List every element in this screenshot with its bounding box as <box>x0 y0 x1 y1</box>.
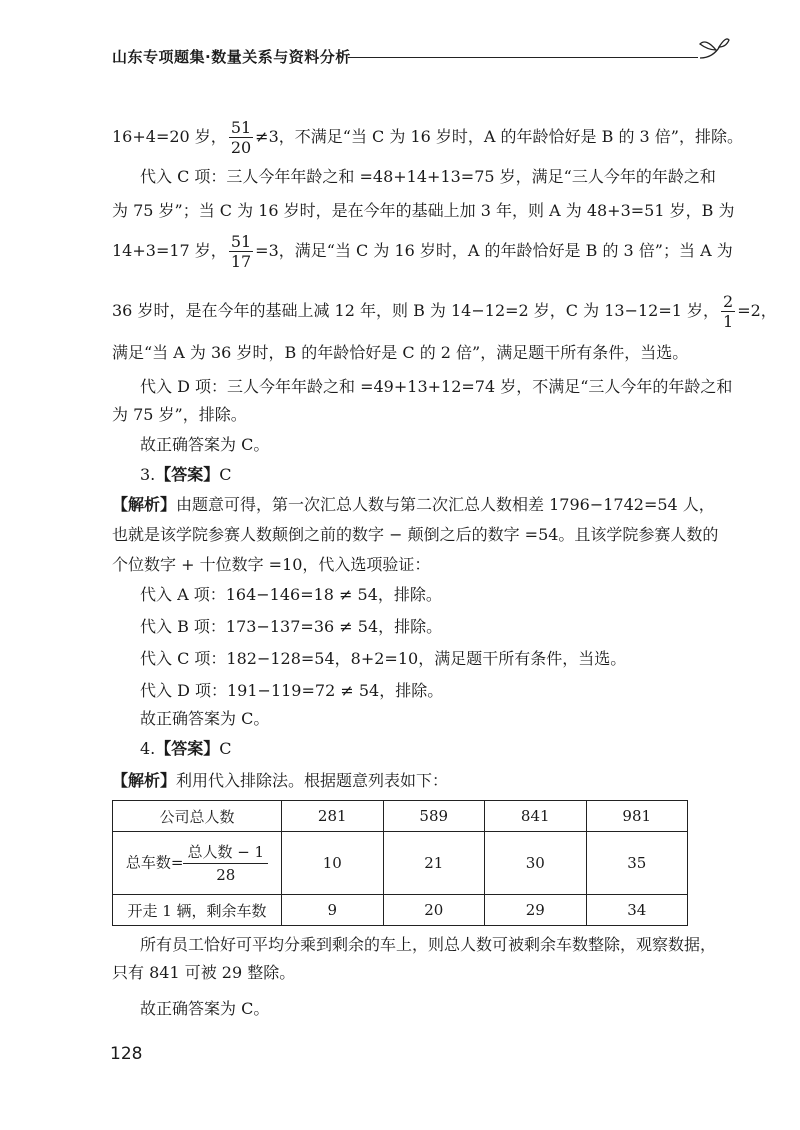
header-title: 山东专项题集·数量关系与资料分析 <box>112 48 351 66</box>
table-cell: 34 <box>586 895 688 926</box>
table-cell: 9 <box>282 895 384 926</box>
table-cell: 281 <box>282 801 384 832</box>
text-line: 16+4=20 岁， $\frac{51}{20}$ ≠3，不满足“当 C 为 16 岁时，A 的年龄恰好是 B 的 3 倍”，排除。 <box>112 118 743 157</box>
text-line: 【解析】由题意可得，第一次汇总人数与第二次汇总人数相差 1796−1742=54 人， <box>112 495 715 514</box>
table-row <box>113 832 688 895</box>
table-row <box>113 801 688 832</box>
text-line: 14+3=17 岁， $\frac{51}{17}$ =3，满足“当 C 为 16 岁时，A 的年龄恰好是 B 的 3 倍”；当 A 为 <box>112 232 733 271</box>
answer-heading: 4.【答案】C <box>140 739 232 758</box>
text-line: 也就是该学院参赛人数颠倒之前的数字 − 颠倒之后的数字 =54。且该学院参赛人数的 <box>112 525 719 544</box>
text-line: 满足“当 A 为 36 岁时，B 的年龄恰好是 C 的 2 倍”，满足题干所有条件，当选。 <box>112 343 689 362</box>
data-table <box>112 800 688 926</box>
text-line: 为 75 岁”，排除。 <box>112 405 247 424</box>
text-line: 代入 C 项：三人今年年龄之和 =48+14+13=75 岁，满足“三人今年的年龄之和 <box>140 167 716 186</box>
fraction: $\frac{51}{17}$ <box>230 232 252 271</box>
text-line: 36 岁时，是在今年的基础上减 12 年，则 B 为 14−12=2 岁，C 为 13−12=1 岁， $\frac{2}{1}$ =2， <box>112 292 777 331</box>
table-cell: 29 <box>485 895 587 926</box>
table-cell: 589 <box>383 801 485 832</box>
row-header: 总车数= 总人数 − 1 28 <box>113 832 282 895</box>
table-cell: 981 <box>586 801 688 832</box>
text-line: 只有 841 可被 29 整除。 <box>112 963 296 982</box>
text-line: 故正确答案为 C。 <box>140 709 270 728</box>
table-row <box>113 895 688 926</box>
text-line: 代入 D 项：191−119=72 ≠ 54，排除。 <box>140 681 444 700</box>
fraction: $\frac{51}{20}$ <box>230 118 252 157</box>
text-line: 个位数字 + 十位数字 =10，代入选项验证： <box>112 555 431 574</box>
text-line: 故正确答案为 C。 <box>140 999 270 1018</box>
table-cell: 20 <box>383 895 485 926</box>
table-cell: 10 <box>282 832 384 895</box>
running-header <box>112 40 722 70</box>
page-number: 128 <box>110 1044 143 1064</box>
text-line: 代入 D 项：三人今年年龄之和 =49+13+12=74 岁，不满足“三人今年的年龄之和 <box>140 377 733 396</box>
text-line: 代入 C 项：182−128=54，8+2=10，满足题干所有条件，当选。 <box>140 649 627 668</box>
header-rule <box>348 57 698 58</box>
fraction: $\frac{2}{1}$ <box>723 292 734 331</box>
table-cell: 21 <box>383 832 485 895</box>
sprout-icon <box>696 34 730 64</box>
fraction: 总人数 − 1 28 <box>183 841 268 886</box>
text-line: 代入 A 项：164−146=18 ≠ 54，排除。 <box>140 585 442 604</box>
answer-heading: 3.【答案】C <box>140 465 232 484</box>
text-line: 代入 B 项：173−137=36 ≠ 54，排除。 <box>140 617 443 636</box>
row-header: 公司总人数 <box>113 801 282 832</box>
text-line: 故正确答案为 C。 <box>140 435 270 454</box>
text-line: 【解析】利用代入排除法。根据题意列表如下： <box>112 771 449 790</box>
text-line: 所有员工恰好可平均分乘到剩余的车上，则总人数可被剩余车数整除，观察数据， <box>140 935 717 954</box>
text-line: 为 75 岁”；当 C 为 16 岁时，是在今年的基础上加 3 年，则 A 为 48+3=51 岁，B 为 <box>112 201 735 220</box>
table-cell: 35 <box>586 832 688 895</box>
row-header: 开走 1 辆，剩余车数 <box>113 895 282 926</box>
table-cell: 30 <box>485 832 587 895</box>
table-cell: 841 <box>485 801 587 832</box>
